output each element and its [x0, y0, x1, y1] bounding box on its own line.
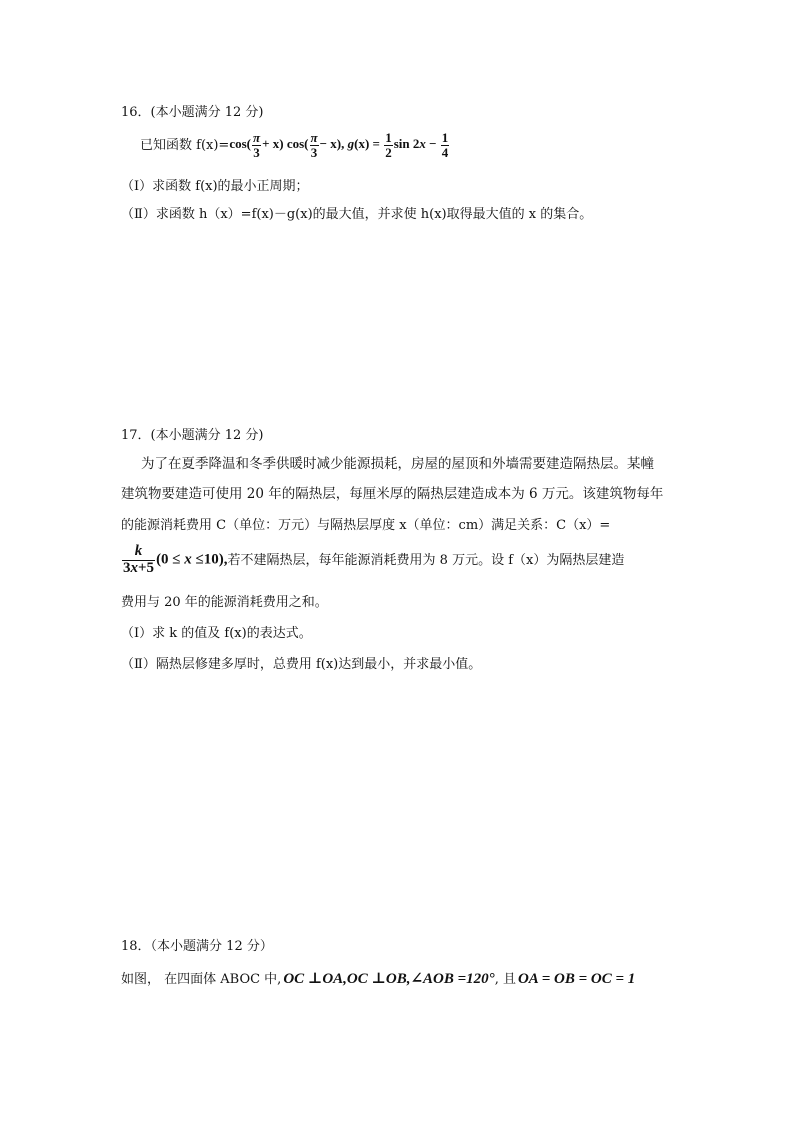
- q18-intro: 如图， 在四面体 ABOC 中,: [121, 972, 282, 987]
- q17-para-line1: 为了在夏季降温和冬季供暖时减少能源损耗，房屋的屋顶和外墙需要建造隔热层。某幢: [141, 456, 654, 472]
- q17-para-line4: 若不建隔热层，每年能源消耗费用为 8 万元。设 f（x）为隔热层建造: [227, 552, 625, 568]
- q18-condition: OC ⊥OA,OC ⊥OB,∠AOB =120°: [283, 971, 495, 987]
- q16-intro: 已知函数 f(x)=: [140, 137, 230, 153]
- q16-header: 16．(本小题满分 12 分): [121, 105, 264, 120]
- q17-part1: （Ⅰ）求 k 的值及 f(x)的表达式。: [121, 626, 312, 641]
- q17-formula-line: [121, 544, 624, 577]
- q17-header: 17．(本小题满分 12 分): [121, 428, 264, 443]
- q17-para-line5: 费用与 20 年的能源消耗费用之和。: [121, 595, 328, 610]
- q16-formula: cos( $\frac{\pi}{3}$ + x) cos( $\frac{\pi}{3}$ − x), g(x) = $\frac{1}{2}$ sin 2x − $\frac{1}{4}$: [229, 130, 449, 160]
- q16-part2: （Ⅱ）求函数 h（x）=f(x)－g(x)的最大值，并求使 h(x)取得最大值的 x 的集合。: [121, 207, 593, 222]
- q16-statement: [140, 131, 450, 159]
- q16-part1: （Ⅰ）求函数 f(x)的最小正周期；: [121, 179, 309, 194]
- q18-statement: [121, 972, 635, 987]
- q17-para-line3: 的能源消耗费用 C（单位：万元）与隔热层厚度 x（单位：cm）满足关系：C（x）=: [121, 518, 611, 533]
- q18-equality: OA = OB = OC = 1: [517, 971, 636, 987]
- q18-header: 18．（本小题满分 12 分）: [121, 939, 273, 954]
- q17-formula: $\frac{k}{3x+5}$ (0 ≤ x ≤10),: [123, 543, 228, 576]
- q17-part2: （Ⅱ）隔热层修建多厚时，总费用 f(x)达到最小，并求最小值。: [121, 657, 482, 672]
- q17-para-line2: 建筑物要建造可使用 20 年的隔热层，每厘米厚的隔热层建造成本为 6 万元。该建筑物每年: [121, 486, 664, 502]
- q18-and: , 且: [494, 972, 516, 987]
